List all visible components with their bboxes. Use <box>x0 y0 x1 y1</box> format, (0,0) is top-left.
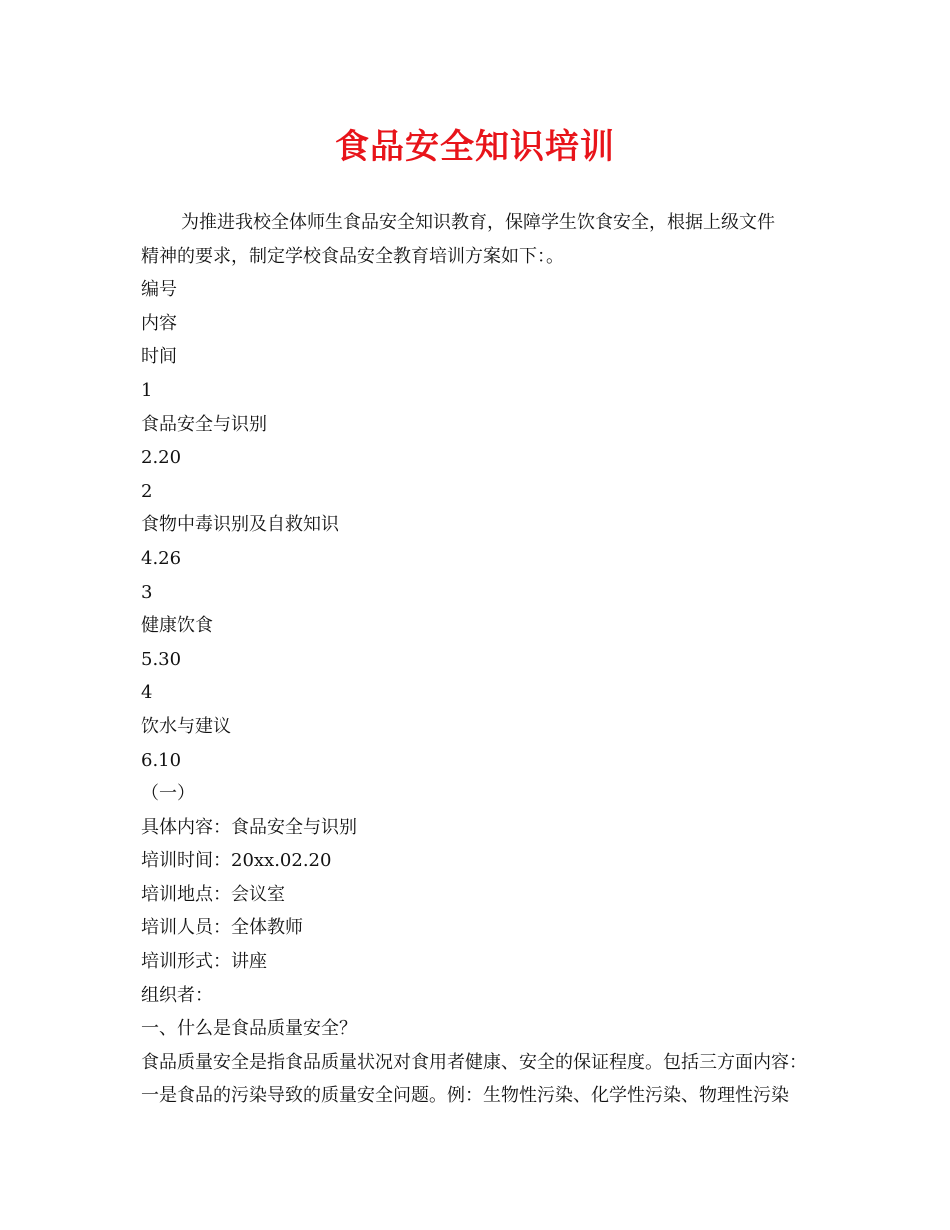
text-line: 一、什么是食品质量安全？ <box>141 1018 357 1040</box>
text-line: 具体内容：食品安全与识别 <box>141 816 357 838</box>
text-line: 培训人员：全体教师 <box>141 917 303 939</box>
text-line: 培训时间：20xx.02.20 <box>141 850 332 872</box>
text-line: 内容 <box>141 312 177 334</box>
text-line: 健康饮食 <box>141 615 213 637</box>
text-line: 6.10 <box>141 749 182 771</box>
text-line: 食品安全与识别 <box>141 413 267 435</box>
text-line: 4 <box>141 682 153 704</box>
text-line: 一是食品的污染导致的质量安全问题。例：生物性污染、化学性污染、物理性污染 <box>141 1085 789 1107</box>
text-line: 饮水与建议 <box>141 715 231 737</box>
text-line: 组织者： <box>141 984 213 1006</box>
text-line: 2.20 <box>141 447 182 469</box>
intro-line-2: 精神的要求，制定学校食品安全教育培训方案如下：。 <box>141 245 564 267</box>
text-line: 时间 <box>141 346 177 368</box>
text-line: 培训地点：会议室 <box>141 883 285 905</box>
document-title: 食品安全知识培训 <box>335 127 615 167</box>
text-line: （一） <box>141 783 195 805</box>
text-line: 编号 <box>141 279 177 301</box>
text-line: 2 <box>141 480 153 502</box>
text-line: 食物中毒识别及自救知识 <box>141 514 339 536</box>
document-body <box>141 206 831 1113</box>
text-line: 1 <box>141 379 153 401</box>
text-line: 4.26 <box>141 547 182 569</box>
intro-line-1: 为推进我校全体师生食品安全知识教育，保障学生饮食安全，根据上级文件 <box>181 212 775 233</box>
text-line: 食品质量安全是指食品质量状况对食用者健康、安全的保证程度。包括三方面内容： <box>141 1051 807 1073</box>
text-line: 3 <box>141 581 153 603</box>
text-line: 5.30 <box>141 648 182 670</box>
text-line: 培训形式：讲座 <box>141 951 267 973</box>
